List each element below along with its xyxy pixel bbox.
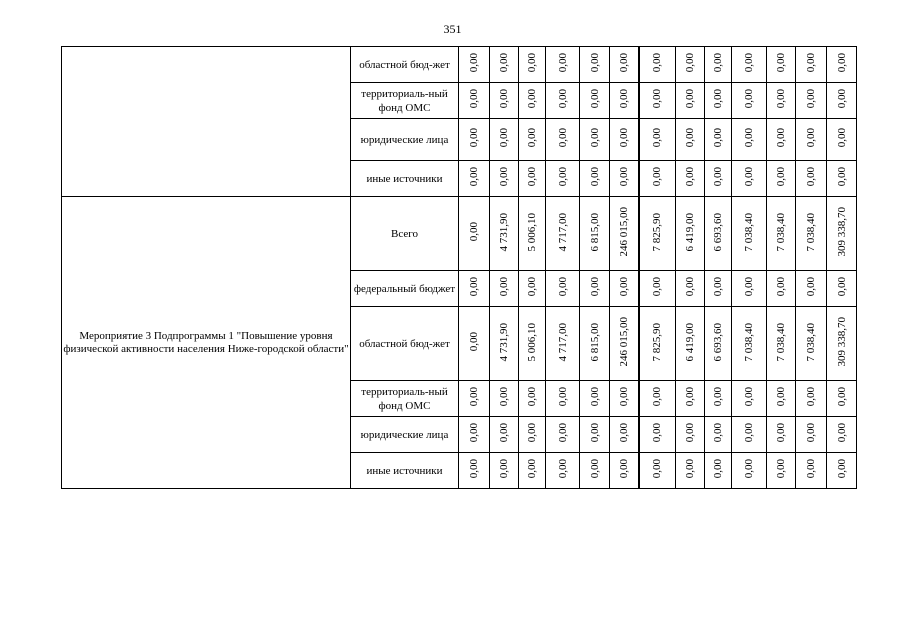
value-text: 6 693,60 [712, 212, 724, 252]
value-cell [796, 381, 827, 417]
value-text: 0,00 [835, 128, 848, 148]
value-cell [732, 453, 767, 489]
value-cell [490, 307, 519, 381]
value-cell [705, 453, 732, 489]
value-cell [610, 47, 639, 83]
value-text: 0,00 [835, 423, 848, 443]
value-cell [732, 417, 767, 453]
value-cell [580, 453, 610, 489]
value-cell [490, 417, 519, 453]
value-cell [459, 381, 490, 417]
value-cell [676, 47, 705, 83]
value-cell [639, 119, 676, 161]
value-text: 0,00 [775, 167, 787, 187]
value-cell [580, 161, 610, 197]
value-text: 0,00 [498, 128, 510, 148]
value-text: 0,00 [556, 128, 569, 148]
value-cell [796, 307, 827, 381]
value-cell [796, 161, 827, 197]
value-cell [705, 307, 732, 381]
value-cell [732, 307, 767, 381]
value-cell [796, 271, 827, 307]
value-text: 0,00 [743, 459, 755, 479]
value-text: 0,00 [526, 387, 538, 407]
value-text: 0,00 [775, 423, 787, 443]
value-text: 0,00 [526, 167, 538, 187]
value-text: 0,00 [468, 277, 480, 297]
value-text: 6 693,60 [712, 322, 724, 362]
value-text: 0,00 [835, 89, 848, 109]
funding-source-cell: иные источники [351, 453, 459, 489]
value-cell [546, 119, 580, 161]
value-cell [732, 47, 767, 83]
value-cell [610, 307, 639, 381]
value-text: 0,00 [805, 53, 817, 73]
value-cell [639, 417, 676, 453]
value-cell [767, 197, 796, 271]
value-cell [519, 307, 546, 381]
value-text: 7 825,90 [651, 212, 664, 252]
value-cell [732, 83, 767, 119]
value-cell [676, 417, 705, 453]
value-cell [639, 47, 676, 83]
budget-table [61, 46, 857, 489]
value-text: 0,00 [526, 459, 538, 479]
value-cell [732, 119, 767, 161]
value-cell [827, 197, 857, 271]
value-text: 246 015,00 [617, 207, 630, 257]
value-cell [546, 47, 580, 83]
value-text: 0,00 [617, 128, 630, 148]
value-cell [676, 453, 705, 489]
value-cell [639, 307, 676, 381]
value-cell [519, 119, 546, 161]
value-text: 7 038,40 [775, 212, 787, 252]
value-text: 0,00 [468, 53, 480, 73]
value-text: 0,00 [556, 387, 569, 407]
value-text: 0,00 [588, 459, 601, 479]
value-cell [580, 83, 610, 119]
value-cell [459, 47, 490, 83]
value-text: 0,00 [526, 277, 538, 297]
value-text: 6 419,00 [684, 212, 696, 252]
value-cell [459, 453, 490, 489]
value-text: 6 815,00 [588, 322, 601, 362]
value-text: 0,00 [712, 277, 724, 297]
value-text: 7 038,40 [805, 212, 817, 252]
value-cell [490, 83, 519, 119]
value-cell [490, 381, 519, 417]
value-cell [546, 417, 580, 453]
value-cell [705, 161, 732, 197]
value-text: 4 717,00 [556, 212, 569, 252]
value-cell [767, 307, 796, 381]
value-text: 7 038,40 [743, 212, 755, 252]
value-cell [767, 161, 796, 197]
value-text: 0,00 [556, 53, 569, 73]
value-text: 0,00 [684, 53, 696, 73]
value-text: 7 825,90 [651, 322, 664, 362]
value-cell [705, 197, 732, 271]
value-text: 5 006,10 [526, 212, 538, 252]
value-text: 0,00 [775, 53, 787, 73]
value-cell [676, 381, 705, 417]
funding-source-cell: территориаль-ный фонд ОМС [351, 381, 459, 417]
value-text: 0,00 [835, 53, 848, 73]
value-cell [490, 119, 519, 161]
value-text: 0,00 [684, 277, 696, 297]
value-text: 0,00 [805, 167, 817, 187]
value-text: 0,00 [805, 459, 817, 479]
value-text: 0,00 [651, 387, 664, 407]
value-cell [676, 271, 705, 307]
value-text: 0,00 [712, 89, 724, 109]
value-cell [732, 197, 767, 271]
value-cell [767, 381, 796, 417]
value-text: 0,00 [498, 167, 510, 187]
value-text: 309 338,70 [835, 317, 848, 367]
value-text: 0,00 [684, 387, 696, 407]
value-text: 0,00 [805, 277, 817, 297]
value-cell [519, 83, 546, 119]
value-cell [796, 47, 827, 83]
value-cell [490, 47, 519, 83]
value-cell [827, 453, 857, 489]
funding-source-cell: юридические лица [351, 417, 459, 453]
value-cell [546, 307, 580, 381]
value-cell [459, 307, 490, 381]
value-cell [705, 381, 732, 417]
value-cell [676, 307, 705, 381]
value-cell [610, 381, 639, 417]
value-text: 7 038,40 [743, 322, 755, 362]
value-cell [519, 381, 546, 417]
value-cell [580, 47, 610, 83]
value-text: 0,00 [835, 459, 848, 479]
value-cell [459, 271, 490, 307]
value-text: 0,00 [588, 423, 601, 443]
value-cell [459, 197, 490, 271]
value-cell [459, 417, 490, 453]
value-cell [459, 161, 490, 197]
value-cell [580, 381, 610, 417]
value-cell [490, 161, 519, 197]
value-text: 0,00 [775, 277, 787, 297]
value-text: 0,00 [468, 89, 480, 109]
value-cell [676, 83, 705, 119]
page-number: 351 [443, 22, 462, 36]
value-cell [639, 83, 676, 119]
value-text: 309 338,70 [835, 207, 848, 257]
value-cell [767, 119, 796, 161]
value-text: 0,00 [651, 89, 664, 109]
value-cell [610, 271, 639, 307]
value-cell [827, 271, 857, 307]
value-text: 0,00 [588, 89, 601, 109]
value-cell [796, 83, 827, 119]
value-text: 0,00 [835, 167, 848, 187]
value-cell [639, 197, 676, 271]
value-cell [639, 161, 676, 197]
value-text: 0,00 [617, 459, 630, 479]
table-row [62, 47, 857, 83]
funding-source-cell: областной бюд-жет [351, 47, 459, 83]
value-cell [705, 271, 732, 307]
value-text: 0,00 [775, 459, 787, 479]
value-cell [546, 453, 580, 489]
value-text: 0,00 [526, 423, 538, 443]
value-text: 0,00 [835, 387, 848, 407]
value-cell [519, 47, 546, 83]
measure-name-cell [62, 47, 351, 197]
value-text: 0,00 [684, 423, 696, 443]
value-text: 0,00 [651, 167, 664, 187]
value-text: 0,00 [775, 387, 787, 407]
value-cell [676, 197, 705, 271]
value-cell [827, 307, 857, 381]
value-text: 0,00 [556, 89, 569, 109]
value-text: 0,00 [526, 89, 538, 109]
value-cell [490, 271, 519, 307]
value-cell [827, 47, 857, 83]
value-cell [519, 417, 546, 453]
value-cell [827, 83, 857, 119]
value-text: 0,00 [712, 128, 724, 148]
value-cell [796, 197, 827, 271]
value-cell [519, 271, 546, 307]
value-cell [546, 381, 580, 417]
value-cell [705, 83, 732, 119]
value-text: 0,00 [617, 89, 630, 109]
value-cell [459, 119, 490, 161]
value-text: 0,00 [617, 53, 630, 73]
value-text: 0,00 [712, 53, 724, 73]
value-cell [827, 381, 857, 417]
value-cell [767, 271, 796, 307]
value-text: 0,00 [775, 89, 787, 109]
value-text: 0,00 [556, 277, 569, 297]
value-text: 0,00 [743, 423, 755, 443]
value-cell [546, 161, 580, 197]
value-cell [705, 417, 732, 453]
value-text: 0,00 [468, 222, 480, 242]
value-text: 0,00 [468, 423, 480, 443]
value-text: 0,00 [468, 387, 480, 407]
value-text: 0,00 [588, 167, 601, 187]
value-cell [639, 271, 676, 307]
value-cell [610, 161, 639, 197]
value-text: 0,00 [651, 53, 664, 73]
value-cell [732, 271, 767, 307]
value-text: 0,00 [588, 128, 601, 148]
value-text: 0,00 [588, 53, 601, 73]
value-text: 0,00 [617, 277, 630, 297]
value-cell [610, 417, 639, 453]
value-text: 0,00 [651, 459, 664, 479]
value-text: 0,00 [468, 459, 480, 479]
value-cell [705, 119, 732, 161]
table-body [62, 47, 857, 489]
value-cell [732, 381, 767, 417]
funding-source-cell: областной бюд-жет [351, 307, 459, 381]
value-cell [796, 119, 827, 161]
value-text: 0,00 [712, 459, 724, 479]
value-cell [732, 161, 767, 197]
value-text: 0,00 [556, 459, 569, 479]
value-cell [827, 119, 857, 161]
value-text: 0,00 [468, 332, 480, 352]
value-cell [580, 197, 610, 271]
value-text: 0,00 [805, 89, 817, 109]
value-text: 0,00 [743, 387, 755, 407]
value-text: 0,00 [684, 167, 696, 187]
value-cell [610, 119, 639, 161]
value-text: 0,00 [498, 423, 510, 443]
value-text: 0,00 [743, 167, 755, 187]
value-cell [767, 417, 796, 453]
value-cell [639, 381, 676, 417]
value-text: 0,00 [805, 128, 817, 148]
value-text: 4 731,90 [498, 322, 510, 362]
value-cell [519, 197, 546, 271]
value-cell [705, 47, 732, 83]
value-cell [490, 197, 519, 271]
value-text: 0,00 [617, 167, 630, 187]
funding-source-cell: иные источники [351, 161, 459, 197]
value-text: 0,00 [712, 387, 724, 407]
value-text: 0,00 [805, 423, 817, 443]
value-cell [580, 271, 610, 307]
value-text: 0,00 [468, 167, 480, 187]
value-text: 0,00 [651, 277, 664, 297]
value-cell [796, 417, 827, 453]
value-text: 0,00 [743, 53, 755, 73]
value-cell [519, 453, 546, 489]
value-text: 0,00 [617, 423, 630, 443]
value-text: 0,00 [684, 459, 696, 479]
value-text: 0,00 [498, 459, 510, 479]
value-text: 0,00 [743, 128, 755, 148]
value-cell [519, 161, 546, 197]
value-cell [796, 453, 827, 489]
value-cell [610, 83, 639, 119]
value-text: 7 038,40 [775, 322, 787, 362]
funding-source-cell: Всего [351, 197, 459, 271]
value-cell [580, 307, 610, 381]
value-cell [610, 453, 639, 489]
value-cell [546, 197, 580, 271]
value-text: 0,00 [526, 53, 538, 73]
funding-source-cell: территориаль-ный фонд ОМС [351, 83, 459, 119]
value-text: 0,00 [651, 128, 664, 148]
value-text: 0,00 [617, 387, 630, 407]
value-text: 0,00 [835, 277, 848, 297]
value-cell [639, 453, 676, 489]
value-cell [827, 417, 857, 453]
value-text: 0,00 [651, 423, 664, 443]
value-cell [767, 47, 796, 83]
value-text: 0,00 [556, 423, 569, 443]
value-text: 0,00 [468, 128, 480, 148]
value-text: 6 815,00 [588, 212, 601, 252]
value-text: 0,00 [805, 387, 817, 407]
value-text: 5 006,10 [526, 322, 538, 362]
value-text: 0,00 [588, 387, 601, 407]
value-cell [610, 197, 639, 271]
funding-source-cell: федеральный бюджет [351, 271, 459, 307]
value-text: 0,00 [498, 53, 510, 73]
value-text: 0,00 [556, 167, 569, 187]
measure-name-cell: Мероприятие 3 Подпрограммы 1 "Повышение уровня физической активности населения Ниже-городской области" [62, 197, 351, 489]
value-text: 0,00 [526, 128, 538, 148]
value-cell [676, 119, 705, 161]
value-text: 0,00 [498, 89, 510, 109]
value-cell [580, 119, 610, 161]
value-text: 0,00 [712, 423, 724, 443]
value-text: 0,00 [684, 128, 696, 148]
value-cell [676, 161, 705, 197]
value-text: 0,00 [498, 277, 510, 297]
value-text: 246 015,00 [617, 317, 630, 367]
value-text: 7 038,40 [805, 322, 817, 362]
value-text: 6 419,00 [684, 322, 696, 362]
value-cell [767, 83, 796, 119]
value-text: 0,00 [743, 89, 755, 109]
value-cell [490, 453, 519, 489]
funding-source-cell: юридические лица [351, 119, 459, 161]
value-cell [580, 417, 610, 453]
value-text: 0,00 [712, 167, 724, 187]
value-cell [827, 161, 857, 197]
value-text: 4 717,00 [556, 322, 569, 362]
value-text: 0,00 [684, 89, 696, 109]
value-cell [546, 83, 580, 119]
value-text: 4 731,90 [498, 212, 510, 252]
value-text: 0,00 [743, 277, 755, 297]
value-cell [459, 83, 490, 119]
value-text: 0,00 [588, 277, 601, 297]
value-text: 0,00 [775, 128, 787, 148]
table-row [62, 197, 857, 271]
value-cell [767, 453, 796, 489]
value-cell [546, 271, 580, 307]
value-text: 0,00 [498, 387, 510, 407]
